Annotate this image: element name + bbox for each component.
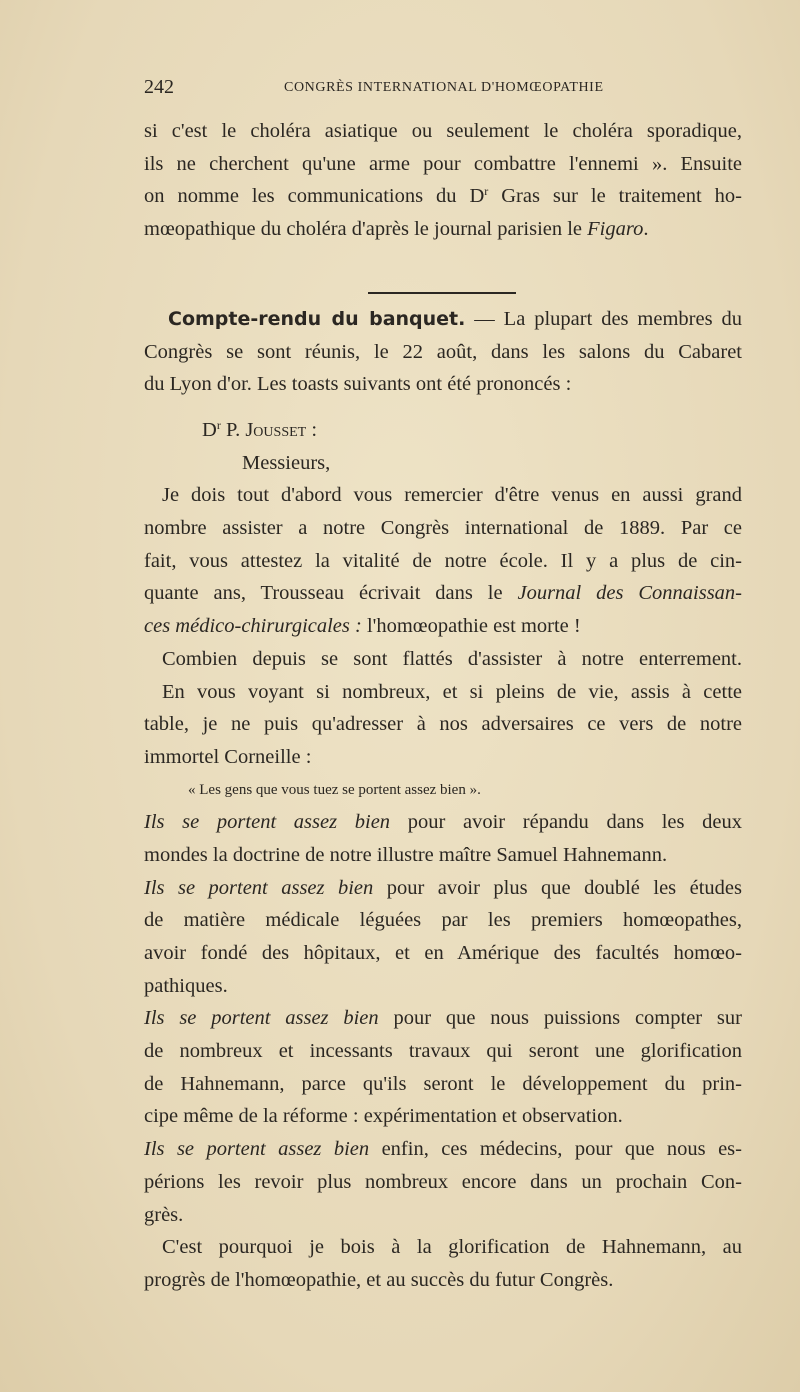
- text-line: immortel Corneille :: [144, 745, 312, 768]
- text-line: mondes la doctrine de notre illustre maître Samuel Hahnemann.: [144, 843, 668, 866]
- text-line: de matière médicale léguées par les premiers homœopathes,: [144, 909, 742, 932]
- text-line: table, je ne puis qu'adresser à nos adversaires ce vers de notre: [144, 713, 742, 736]
- text-line: cipe même de la réforme : expérimentation et observation.: [144, 1105, 623, 1128]
- text-line: périons les revoir plus nombreux encore dans un prochain Con-: [144, 1170, 742, 1193]
- text-line: progrès de l'homœopathie, et au succès du futur Congrès.: [144, 1268, 614, 1291]
- page-header: [144, 76, 744, 102]
- paragraph-banquet: [144, 303, 742, 401]
- text-line: Ils se portent assez bien pour avoir répandu dans les deux: [144, 811, 743, 834]
- text-line: on nomme les communications du $D^r$ Gras sur le traitement ho-: [144, 184, 743, 208]
- text-line: Ils se portent assez bien enfin, ces médecins, pour que nous es-: [144, 1138, 742, 1161]
- text-line: ils ne cherchent qu'une arme pour combattre l'ennemi ». Ensuite: [144, 152, 742, 175]
- text-line: fait, vous attestez la vitalité de notre école. Il y a plus de cin-: [144, 549, 742, 572]
- text-line: ces médico-chirurgicales : l'homœopathie est morte !: [144, 615, 581, 638]
- text-line: pathiques.: [144, 974, 228, 997]
- speaker-name: $D^r$ P. Jousset :: [202, 418, 318, 441]
- text-line: de Hahnemann, parce qu'ils seront le développement du prin-: [144, 1072, 742, 1095]
- paragraph-cholera: [144, 115, 742, 246]
- text-line: quante ans, Trousseau écrivait dans le Journal des Connaissan-: [144, 582, 743, 605]
- section-divider: [368, 292, 516, 294]
- text-line: Compte-rendu du banquet. — La plupart des membres du: [168, 308, 742, 330]
- text-line: grès.: [144, 1203, 184, 1226]
- speech: [144, 414, 742, 1297]
- text-line: Combien depuis se sont flattés d'assister à notre enterrement.: [162, 647, 742, 670]
- text-line: avoir fondé des hôpitaux, et en Amérique des facultés homœo-: [144, 942, 742, 964]
- page-number: 242: [144, 76, 174, 98]
- section-heading: Compte-rendu du banquet.: [168, 308, 466, 330]
- salutation: Messieurs,: [242, 451, 331, 474]
- running-title: CONGRÈS INTERNATIONAL D'HOMŒOPATHIE: [284, 80, 604, 95]
- text-line: de nombreux et incessants travaux qui seront une glorification: [144, 1040, 742, 1063]
- text-line: Ils se portent assez bien pour que nous puissions compter sur: [144, 1007, 742, 1030]
- text-line: du Lyon d'or. Les toasts suivants ont été prononcés :: [144, 373, 572, 396]
- text-line: si c'est le choléra asiatique ou seulement le choléra sporadique,: [144, 120, 742, 142]
- text-line: nombre assister a notre Congrès international de 1889. Par ce: [144, 517, 742, 540]
- text-line: En vous voyant si nombreux, et si pleins de vie, assis à cette: [162, 680, 742, 703]
- corneille-quote: « Les gens que vous tuez se portent assez bien ».: [188, 781, 481, 798]
- text-line: mœopathique du choléra d'après le journal parisien le Figaro.: [144, 218, 649, 241]
- text-line: Congrès se sont réunis, le 22 août, dans les salons du Cabaret: [144, 340, 742, 363]
- text-line: Je dois tout d'abord vous remercier d'être venus en aussi grand: [162, 484, 742, 507]
- text-line: Ils se portent assez bien pour avoir plus que doublé les études: [144, 876, 742, 899]
- text-line: C'est pourquoi je bois à la glorification de Hahnemann, au: [162, 1236, 742, 1259]
